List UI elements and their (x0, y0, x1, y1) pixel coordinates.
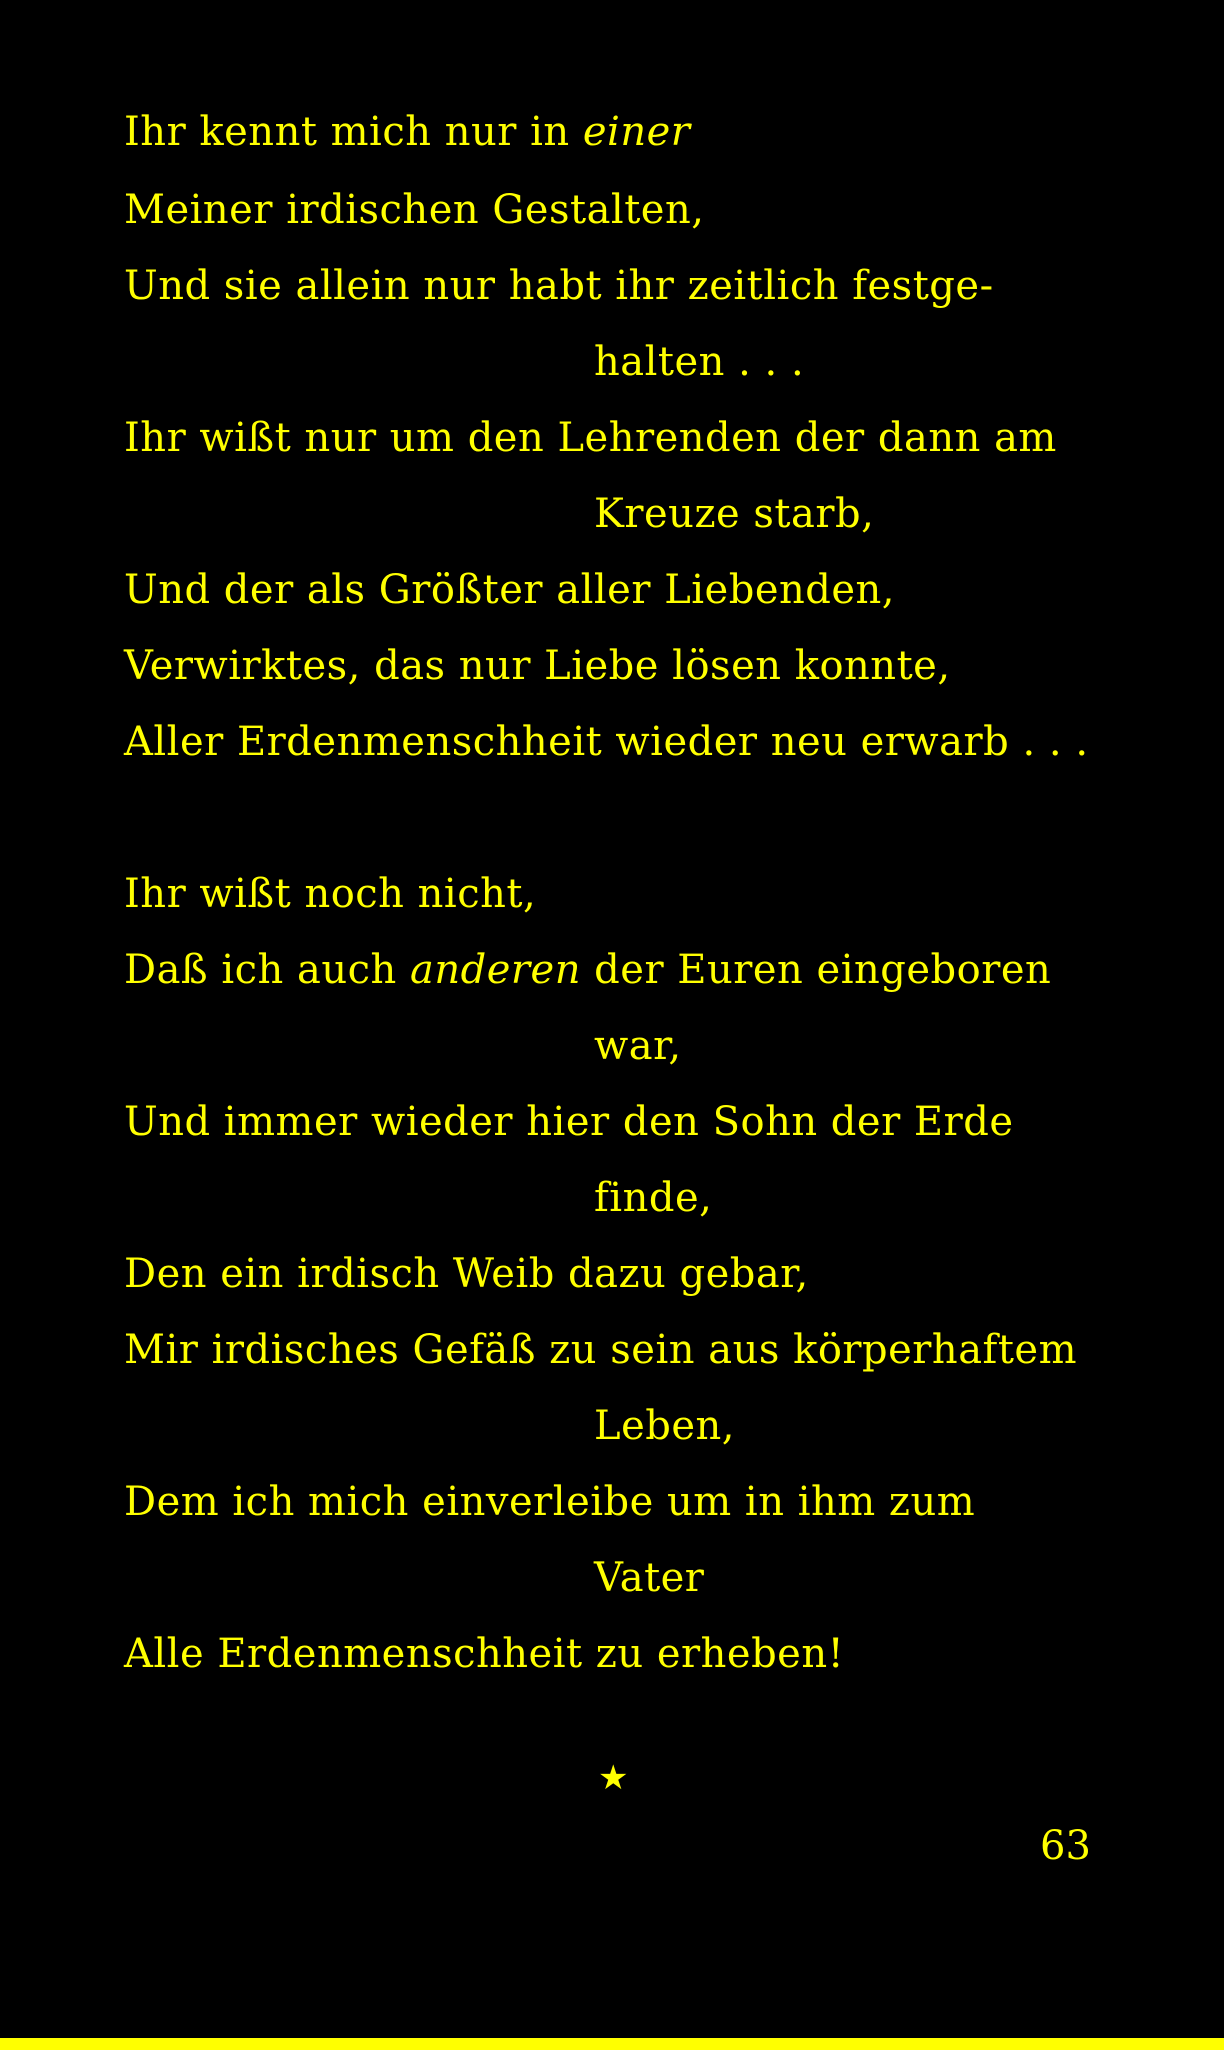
stanza2-line3: war, (594, 1023, 682, 1069)
stanza2-line2-emphasis: anderen (410, 947, 581, 993)
stanza2-line7: Mir irdisches Gefäß zu sein aus körperhaftem (124, 1327, 1078, 1373)
stanza2-line4: Und immer wieder hier den Sohn der Erde (124, 1099, 1014, 1145)
page-number: 63 (1040, 1823, 1091, 1869)
stanza2-line6: Den ein irdisch Weib dazu gebar, (124, 1251, 809, 1297)
stanza2-line11: Alle Erdenmenschheit zu erheben! (124, 1631, 845, 1677)
stanza1-line1 (124, 108, 690, 156)
stanza2-line10: Vater (594, 1555, 705, 1601)
stanza1-line7: Und der als Größter aller Liebenden, (124, 567, 896, 613)
stanza1-line1-emphasis: einer (582, 109, 691, 155)
stanza2-line1: Ihr wißt noch nicht, (124, 871, 537, 917)
stanza2-line8: Leben, (594, 1403, 735, 1449)
stanza1-line8: Verwirktes, das nur Liebe lösen konnte, (124, 643, 951, 689)
stanza1-line6: Kreuze starb, (594, 491, 875, 537)
stanza1-line3: Und sie allein nur habt ihr zeitlich festge- (124, 263, 994, 309)
stanza1-line1-text: Ihr kennt mich nur in (124, 109, 583, 155)
bottom-edge-rule (0, 2038, 1224, 2050)
stanza2-line5: finde, (594, 1175, 713, 1221)
stanza2-line2-text-b: der Euren eingeboren (580, 947, 1052, 993)
star-ornament-icon: ★ (598, 1758, 629, 1798)
stanza2-line9: Dem ich mich einverleibe um in ihm zum (124, 1479, 976, 1525)
stanza1-line5: Ihr wißt nur um den Lehrenden der dann am (124, 415, 1057, 461)
stanza1-line9: Aller Erdenmenschheit wieder neu erwarb . . . (124, 719, 1089, 765)
stanza2-line2-text-a: Daß ich auch (124, 947, 411, 993)
stanza2-line2 (124, 946, 1051, 994)
stanza1-line4: halten . . . (594, 339, 805, 385)
stanza1-line2: Meiner irdischen Gestalten, (124, 187, 705, 233)
